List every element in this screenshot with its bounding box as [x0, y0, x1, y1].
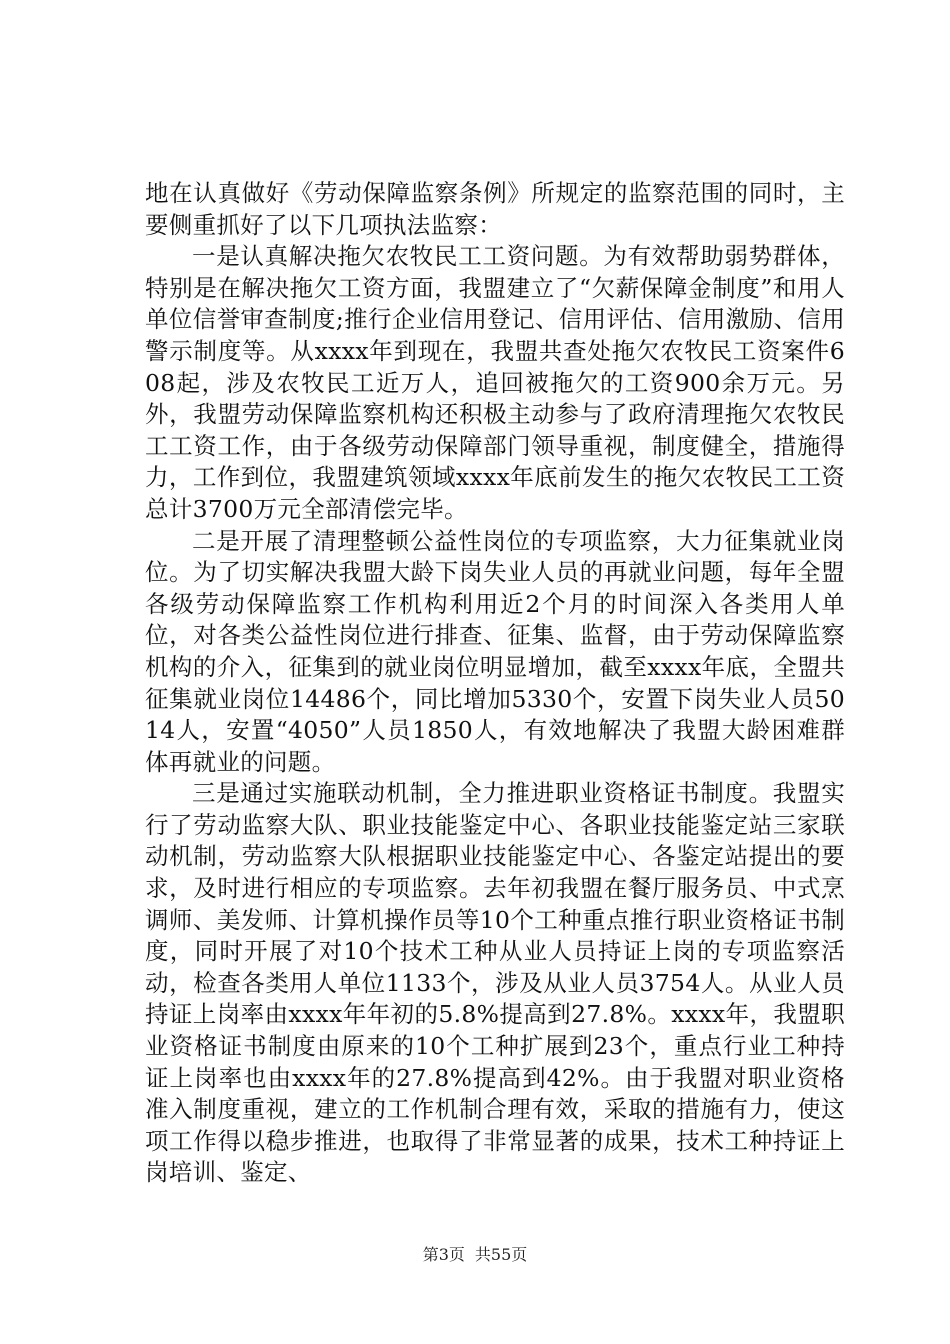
page-number: 第3页: [422, 1245, 465, 1264]
page-total: 共55页: [474, 1245, 528, 1264]
paragraph-public-posts: 二是开展了清理整顿公益性岗位的专项监察，大力征集就业岗位。为了切实解决我盟大龄下岗失业人员的再就业问题，每年全盟各级劳动保障监察工作机构利用近2个月的时间深入各类用人单位，对各类公益性岗位进行排查、征集、监督，由于劳动保障监察机构的介入，征集到的就业岗位明显增加，截至xxxx年底，全盟共征集就业岗位14486个，同比增加5330个，安置下岗失业人员5014人，安置“4050”人员1850人，有效地解决了我盟大龄困难群体再就业的问题。: [145, 526, 845, 776]
page-footer: [0, 1245, 950, 1265]
paragraph-wage-arrears: 一是认真解决拖欠农牧民工工资问题。为有效帮助弱势群体，特别是在解决拖欠工资方面，我盟建立了“欠薪保障金制度”和用人单位信誉审查制度;推行企业信用登记、信用评估、信用激励、信用警示制度等。从xxxx年到现在，我盟共查处拖欠农牧民工资案件608起，涉及农牧民工近万人，追回被拖欠的工资900余万元。另外，我盟劳动保障监察机构还积极主动参与了政府清理拖欠农牧民工工资工作，由于各级劳动保障部门领导重视，制度健全，措施得力，工作到位，我盟建筑领域xxxx年底前发生的拖欠农牧民工工资总计3700万元全部清偿完毕。: [145, 242, 845, 523]
paragraph-continuation: 地在认真做好《劳动保障监察条例》所规定的监察范围的同时，主要侧重抓好了以下几项执法监察：: [145, 179, 845, 239]
paragraph-qualification-certificates: 三是通过实施联动机制，全力推进职业资格证书制度。我盟实行了劳动监察大队、职业技能鉴定中心、各职业技能鉴定站三家联动机制，劳动监察大队根据职业技能鉴定中心、各鉴定站提出的要求，及时进行相应的专项监察。去年初我盟在餐厅服务员、中式烹调师、美发师、计算机操作员等10个工种重点推行职业资格证书制度，同时开展了对10个技术工种从业人员持证上岗的专项监察活动，检查各类用人单位1133个，涉及从业人员3754人。从业人员持证上岗率由xxxx年年初的5.8%提高到27.8%。xxxx年，我盟职业资格证书制度由原来的10个工种扩展到23个，重点行业工种持证上岗率也由xxxx年的27.8%提高到42%。由于我盟对职业资格准入制度重视，建立的工作机制合理有效，采取的措施有力，使这项工作得以稳步推进，也取得了非常显著的成果，技术工种持证上岗培训、鉴定、: [145, 779, 845, 1187]
document-body: [145, 178, 845, 1189]
